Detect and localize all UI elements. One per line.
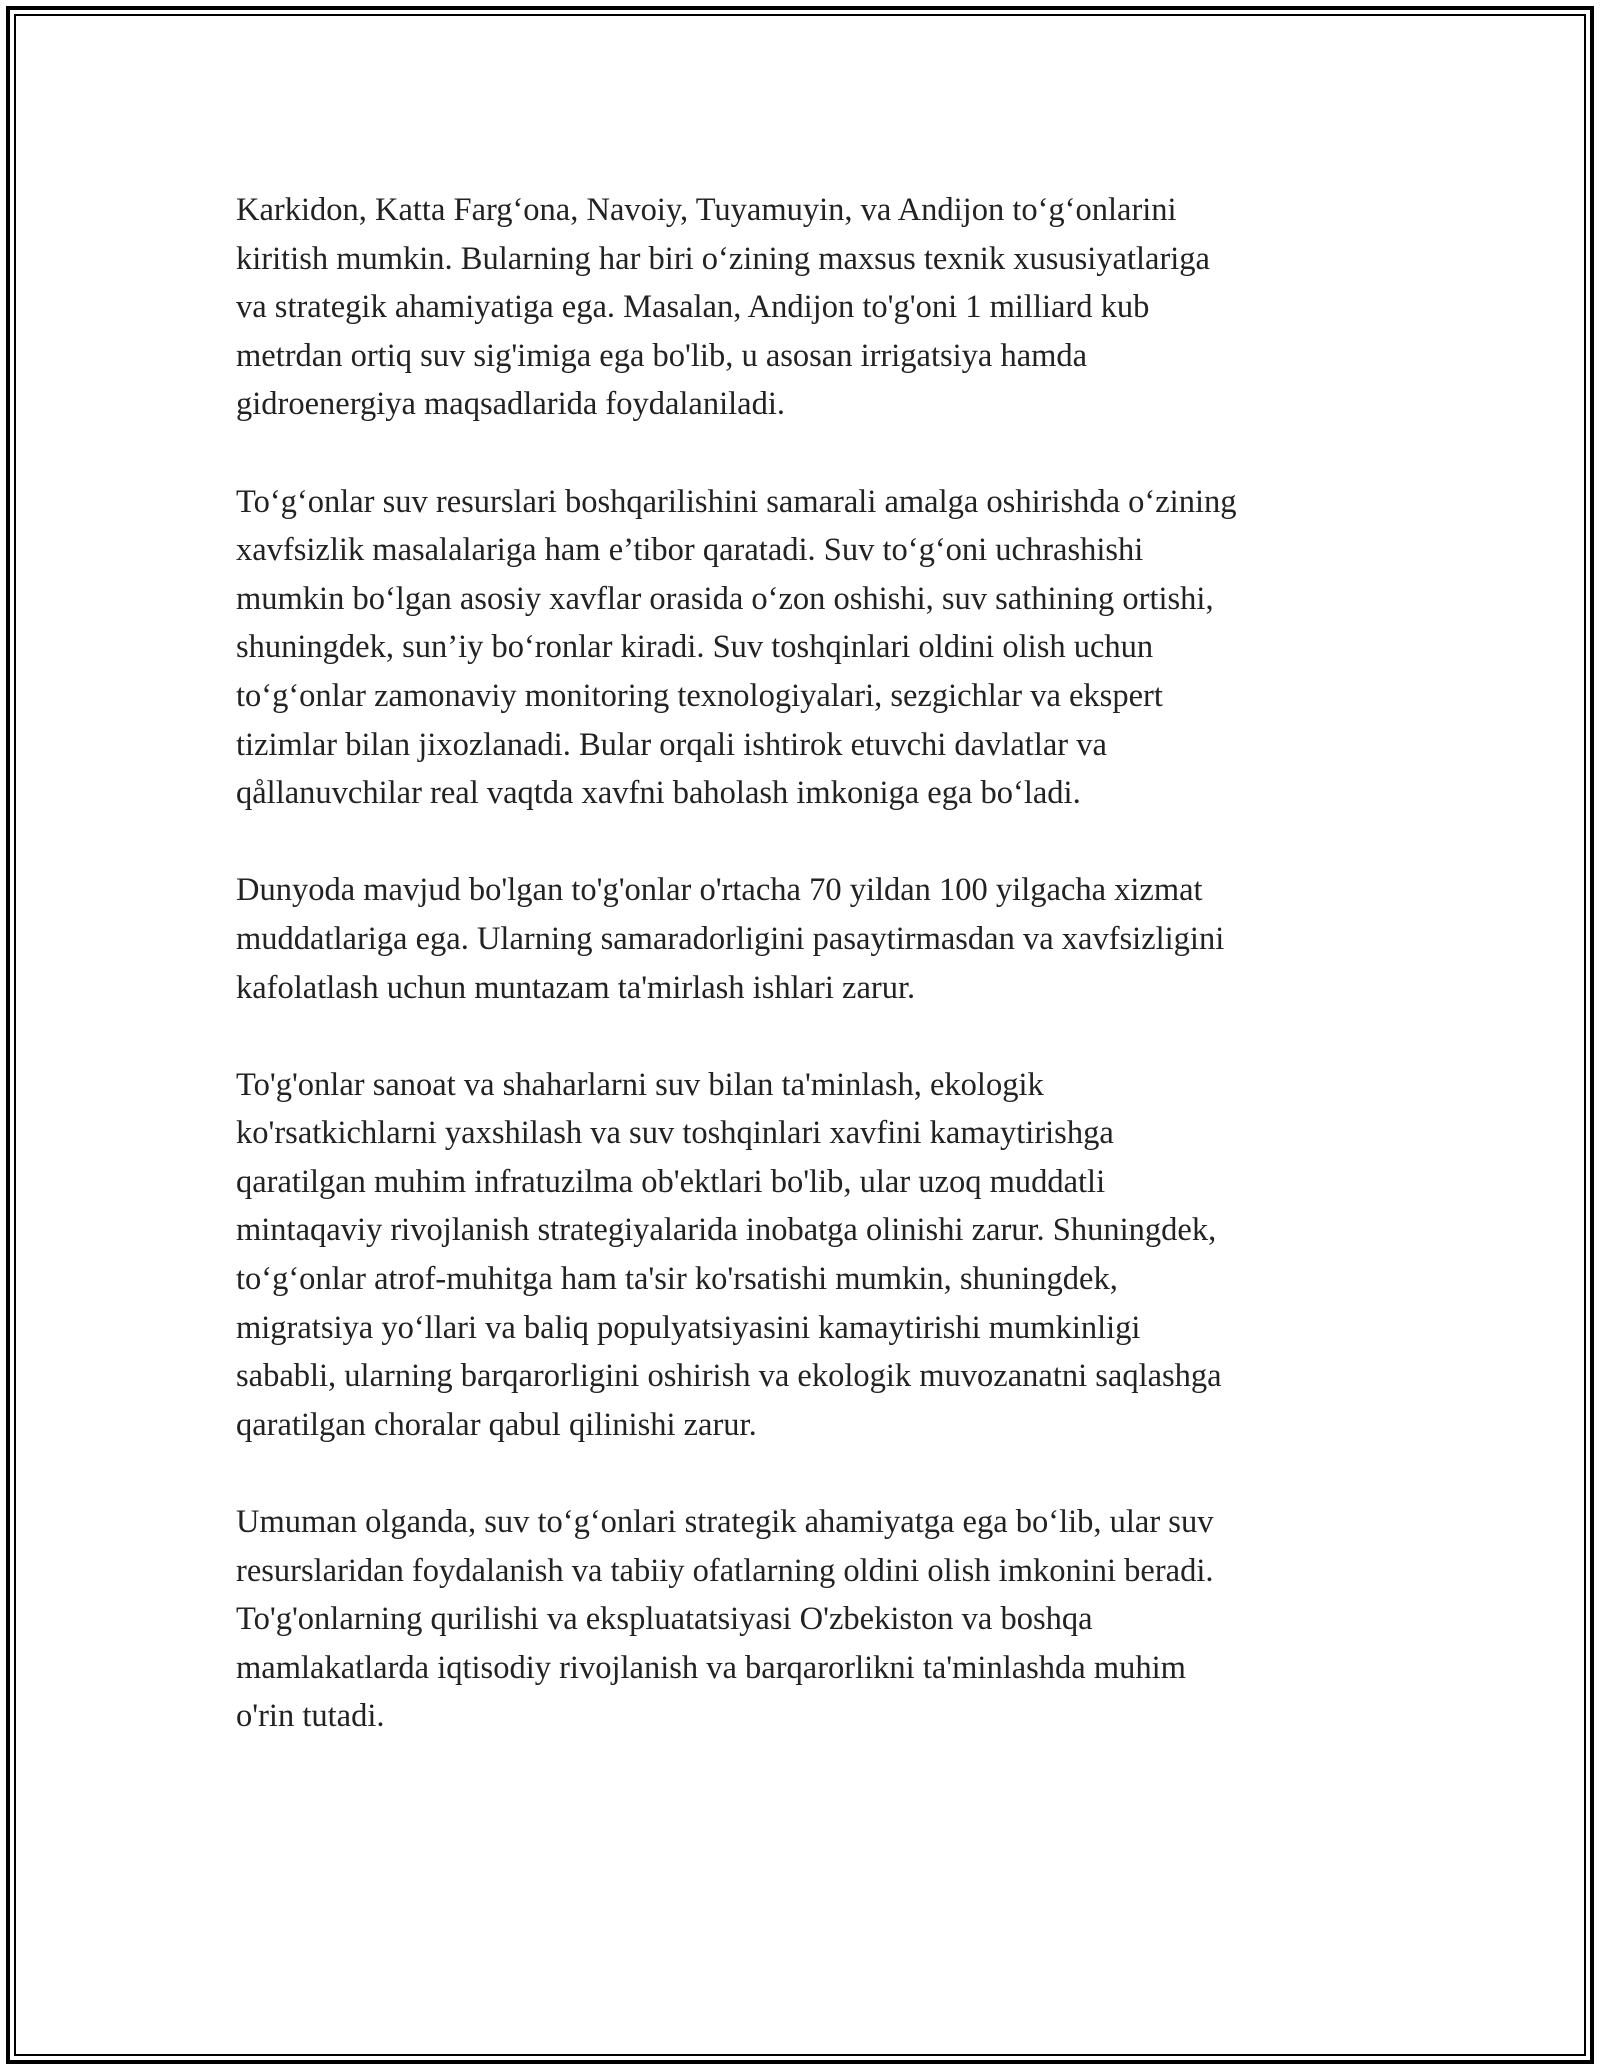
text-line: to‘g‘onlar atrof-muhitga ham ta'sir ko'rsatishi mumkin, shuningdek, [236,1261,1118,1298]
text-line: metrdan ortiq suv sig'imiga ega bo'lib, u asosan irrigatsiya hamda [236,337,1088,374]
paragraph-3 [236,866,1386,1012]
document-body [236,186,1386,1790]
text-line: To‘g‘onlar suv resurslari boshqarilishini samarali amalga oshirishda o‘zining [236,483,1237,520]
text-line: shuningdek, sun’iy bo‘ronlar kiradi. Suv toshqinlari oldini olish uchun [236,629,1154,666]
text-line: resurslaridan foydalanish va tabiiy ofatlarning oldini olish imkonini beradi. [236,1552,1214,1589]
text-line: va strategik ahamiyatiga ega. Masalan, Andijon to'g'oni 1 milliard kub [236,289,1150,326]
paragraph-1 [236,186,1386,429]
text-line: To'g'onlarning qurilishi va ekspluatatsiyasi O'zbekiston va boshqa [236,1601,1093,1638]
text-line: sababli, ularning barqarorligini oshirish va ekologik muvozanatni saqlashga [236,1358,1222,1395]
text-line: qaratilgan muhim infratuzilma ob'ektlari bo'lib, ular uzoq muddatli [236,1163,1106,1200]
text-line: qaratilgan choralar qabul qilinishi zarur. [236,1406,757,1443]
paragraph-4 [236,1061,1386,1450]
text-line: Karkidon, Katta Farg‘ona, Navoiy, Tuyamuyin, va Andijon to‘g‘onlarini [236,192,1177,228]
text-line: qållanuvchilar real vaqtda xavfni baholash imkoniga ega bo‘ladi. [236,775,1081,812]
text-line: migratsiya yo‘llari va baliq populyatsiyasini kamaytirishi mumkinligi [236,1309,1141,1346]
text-line: o'rin tutadi. [236,1698,385,1735]
text-line: kiritish mumkin. Bularning har biri o‘zining maxsus texnik xususiyatlariga [236,240,1210,277]
text-line: kafolatlash uchun muntazam ta'mirlash ishlari zarur. [236,969,916,1006]
text-line: To'g'onlar sanoat va shaharlarni suv bilan ta'minlash, ekologik [236,1066,1044,1103]
text-line: xavfsizlik masalalariga ham e’tibor qaratadi. Suv to‘g‘oni uchrashishi [236,532,1144,569]
text-line: Umuman olganda, suv to‘g‘onlari strategik ahamiyatga ega bo‘lib, ular suv [236,1504,1214,1541]
text-line: tizimlar bilan jixozlanadi. Bular orqali ishtirok etuvchi davlatlar va [236,726,1107,763]
text-line: gidroenergiya maqsadlarida foydalaniladi. [236,386,785,423]
text-line: ko'rsatkichlarni yaxshilash va suv toshqinlari xavfini kamaytirishga [236,1115,1114,1152]
text-line: mumkin bo‘lgan asosiy xavflar orasida o‘zon oshishi, suv sathining ortishi, [236,580,1214,617]
text-line: mamlakatlarda iqtisodiy rivojlanish va barqarorlikni ta'minlashda muhim [236,1649,1186,1686]
text-line: muddatlariga ega. Ularning samaradorligini pasaytirmasdan va xavfsizligini [236,920,1225,957]
paragraph-2 [236,478,1386,818]
paragraph-5 [236,1498,1386,1741]
text-line: to‘g‘onlar zamonaviy monitoring texnologiyalari, sezgichlar va ekspert [236,677,1163,714]
text-line: mintaqaviy rivojlanish strategiyalarida inobatga olinishi zarur. Shuningdek, [236,1212,1217,1249]
text-line: Dunyoda mavjud bo'lgan to'g'onlar o'rtacha 70 yildan 100 yilgacha xizmat [236,872,1203,909]
